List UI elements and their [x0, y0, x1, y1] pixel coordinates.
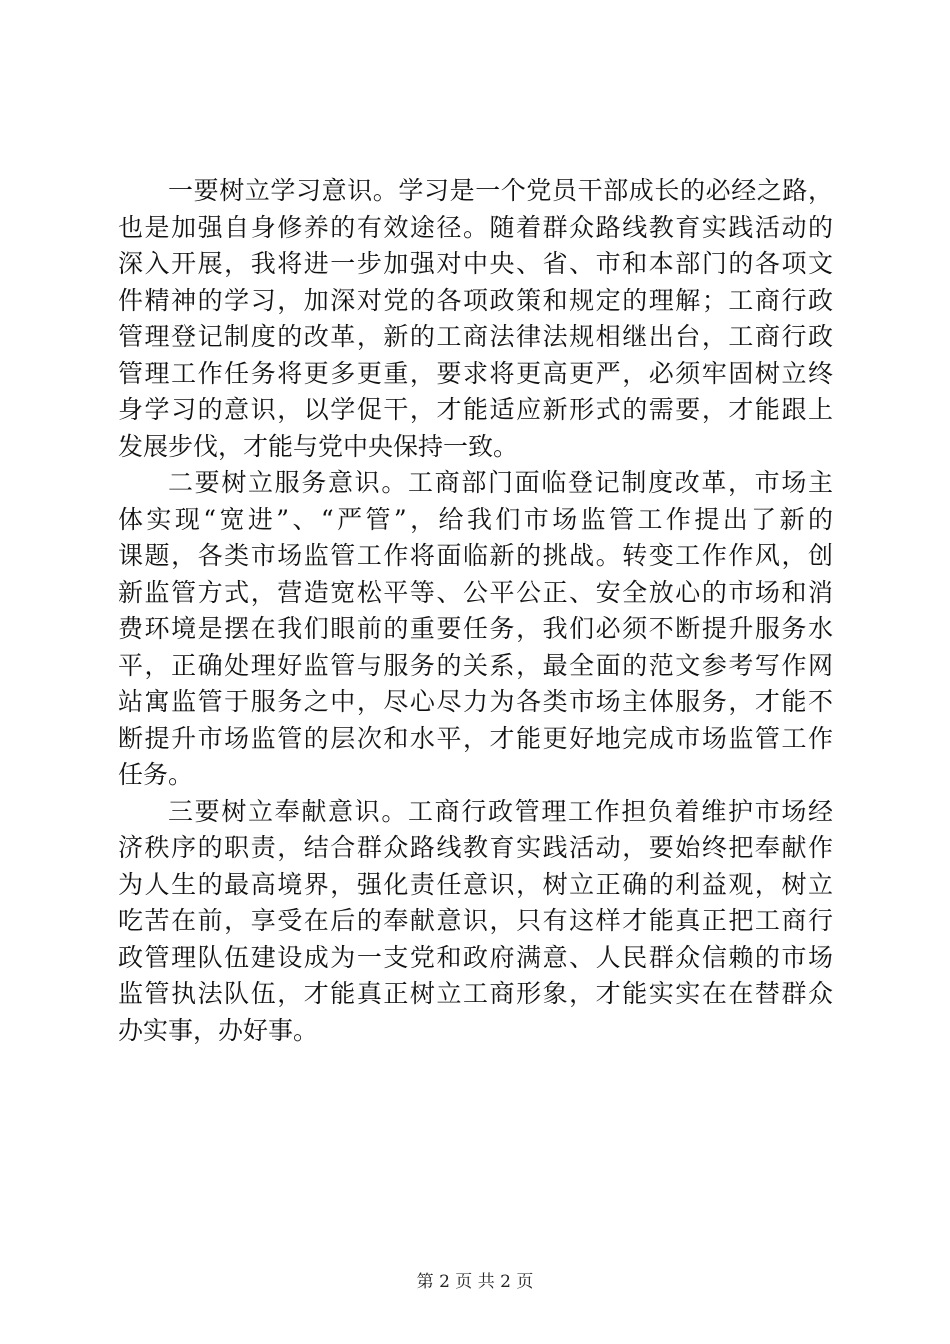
paragraph-line: 吃苦在前，享受在后的奉献意识，只有这样才能真正把工商行 [118, 906, 833, 935]
paragraph-dedication-awareness [118, 794, 833, 1050]
paragraph-line: 新监管方式，营造宽松平等、公平公正、安全放心的市场和消 [118, 577, 833, 607]
paragraph-line: 站寓监管于服务之中，尽心尽力为各类市场主体服务，才能不 [118, 687, 833, 716]
paragraph-line: 为人生的最高境界，强化责任意识，树立正确的利益观，树立 [118, 869, 833, 899]
paragraph-line: 课题，各类市场监管工作将面临新的挑战。转变工作作风，创 [118, 541, 833, 570]
paragraph-line: 监管执法队伍，才能真正树立工商形象，才能实实在在替群众 [118, 979, 833, 1008]
paragraph-line: 管理登记制度的改革，新的工商法律法规相继出台，工商行政 [118, 322, 833, 351]
paragraph-line: 济秩序的职责，结合群众路线教育实践活动，要始终把奉献作 [118, 833, 833, 862]
page-number-footer: 第 2 页 共 2 页 [416, 1272, 534, 1292]
paragraph-line: 也是加强自身修养的有效途径。随着群众路线教育实践活动的 [118, 212, 833, 242]
paragraph-study-awareness [118, 173, 833, 465]
paragraph-line: 任务。 [118, 760, 194, 789]
paragraph-service-awareness [118, 465, 833, 794]
document-body [118, 173, 833, 1049]
paragraph-line: 费环境是摆在我们眼前的重要任务，我们必须不断提升服务水 [118, 614, 833, 643]
paragraph-line: 身学习的意识，以学促干，才能适应新形式的需要，才能跟上 [118, 395, 833, 424]
paragraph-line: 断提升市场监管的层次和水平，才能更好地完成市场监管工作 [118, 723, 833, 753]
paragraph-line: 体实现“宽进”、“严管”，给我们市场监管工作提出了新的 [118, 504, 833, 534]
paragraph-line: 件精神的学习，加深对党的各项政策和规定的理解；工商行政 [118, 285, 833, 315]
paragraph-line: 深入开展，我将进一步加强对中央、省、市和本部门的各项文 [118, 249, 833, 278]
paragraph-line: 一要树立学习意识。学习是一个党员干部成长的必经之路， [168, 176, 833, 205]
paragraph-line: 三要树立奉献意识。工商行政管理工作担负着维护市场经 [168, 796, 833, 826]
paragraph-line: 政管理队伍建设成为一支党和政府满意、人民群众信赖的市场 [118, 942, 833, 972]
paragraph-line: 平，正确处理好监管与服务的关系，最全面的范文参考写作网 [118, 650, 833, 680]
paragraph-line: 二要树立服务意识。工商部门面临登记制度改革，市场主 [168, 468, 833, 497]
paragraph-line: 发展步伐，才能与党中央保持一致。 [118, 431, 519, 461]
paragraph-line: 管理工作任务将更多更重，要求将更高更严，必须牢固树立终 [118, 358, 833, 388]
paragraph-line: 办实事，办好事。 [118, 1015, 319, 1045]
